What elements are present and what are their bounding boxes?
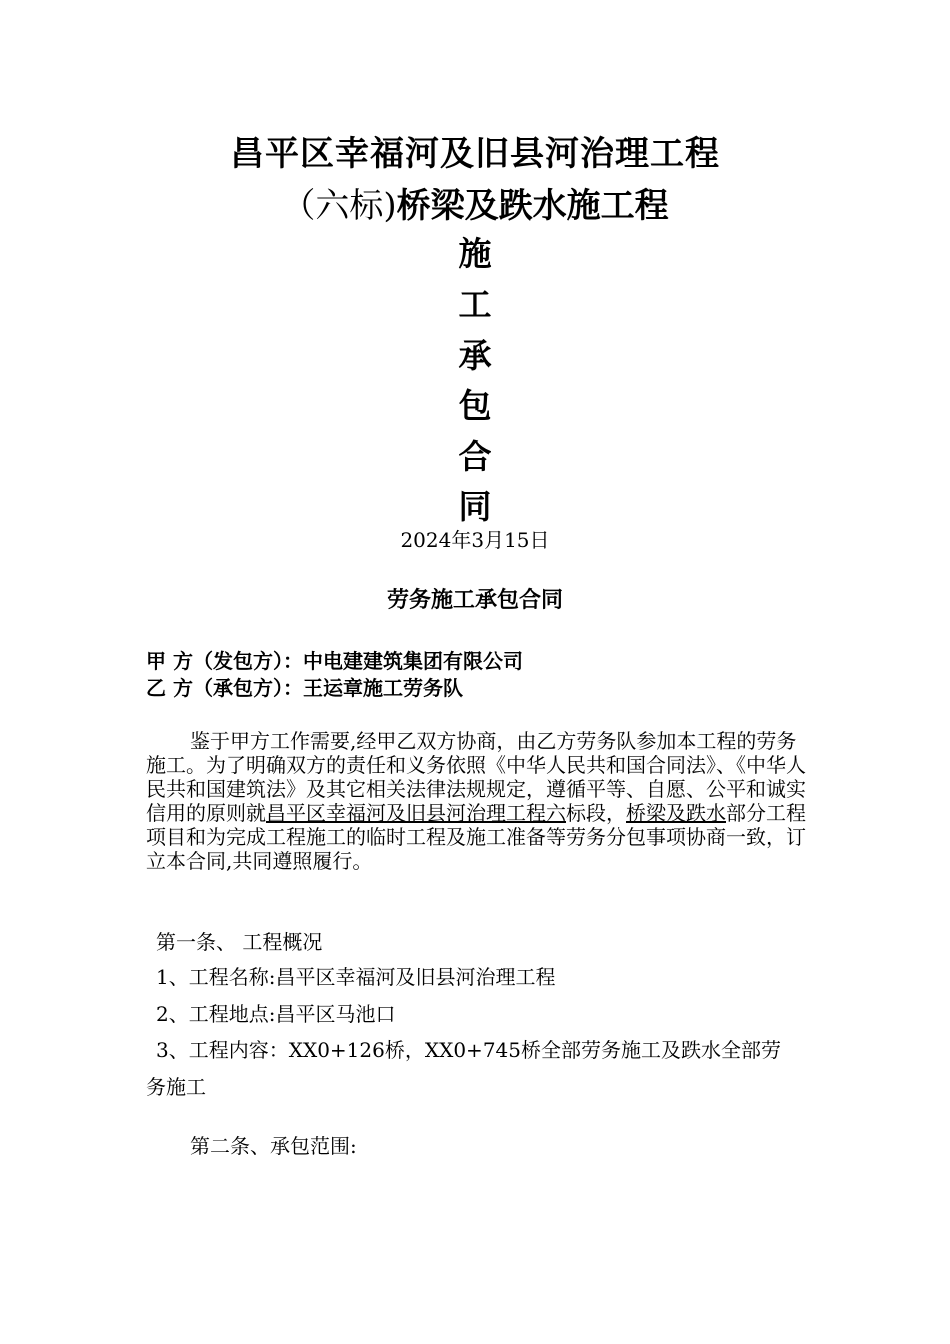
vertical-title-char: 包 xyxy=(458,386,492,425)
vertical-title-char: 施 xyxy=(458,234,492,273)
intro-text: 鉴于甲方工作需要,经甲乙双方协商，由乙方劳务队参加本工程的劳务施工。为了明确双方的责任和义务依照《中华人民共和国合同法》、《中华人民共和国建筑法》及其它相关法律法规规定，遵循平等、自愿、公平和诚实信用的原则就 xyxy=(146,729,806,825)
article1-item-content-cont: 务施工 xyxy=(146,1075,206,1099)
party-b: 乙 方（承包方）：王运章施工劳务队 xyxy=(146,676,463,700)
vertical-title-char: 同 xyxy=(458,487,492,526)
scope-underlined: 桥梁及跌水 xyxy=(626,801,726,825)
article2-heading: 第二条、承包范围: xyxy=(190,1134,357,1158)
article1-heading: 第一条、 工程概况 xyxy=(156,930,323,954)
contract-date: 2024年3月15日 xyxy=(400,528,550,552)
vertical-title-char: 工 xyxy=(458,285,492,324)
title-project-label: 桥梁及跌水施工程 xyxy=(396,186,669,226)
vertical-title-char: 承 xyxy=(458,336,492,375)
intro-text: 标段， xyxy=(566,801,626,825)
project-name-underlined: 昌平区幸福河及旧县河治理工程六 xyxy=(266,801,566,825)
vertical-title-char: 合 xyxy=(458,437,492,476)
contract-title-line2 xyxy=(0,178,950,227)
contract-subtitle: 劳务施工承包合同 xyxy=(386,587,563,613)
intro-paragraph xyxy=(146,729,811,873)
title-section-label: （六标) xyxy=(281,186,397,226)
party-a: 甲 方（发包方）：中电建建筑集团有限公司 xyxy=(146,649,523,673)
article1-item-name: 1、工程名称:昌平区幸福河及旧县河治理工程 xyxy=(156,965,556,989)
article1-item-content: 3、工程内容：XX0+126桥，XX0+745桥全部劳务施工及跌水全部劳 xyxy=(156,1038,781,1062)
intro-text: 部分工程项目和为完成工程施工的临时工程及施工准备等劳务分包事项协商一致，订立本合同,共同遵照履行。 xyxy=(146,801,806,873)
article1-item-location: 2、工程地点:昌平区马池口 xyxy=(156,1002,396,1026)
contract-title-line1: 昌平区幸福河及旧县河治理工程 xyxy=(230,134,720,174)
